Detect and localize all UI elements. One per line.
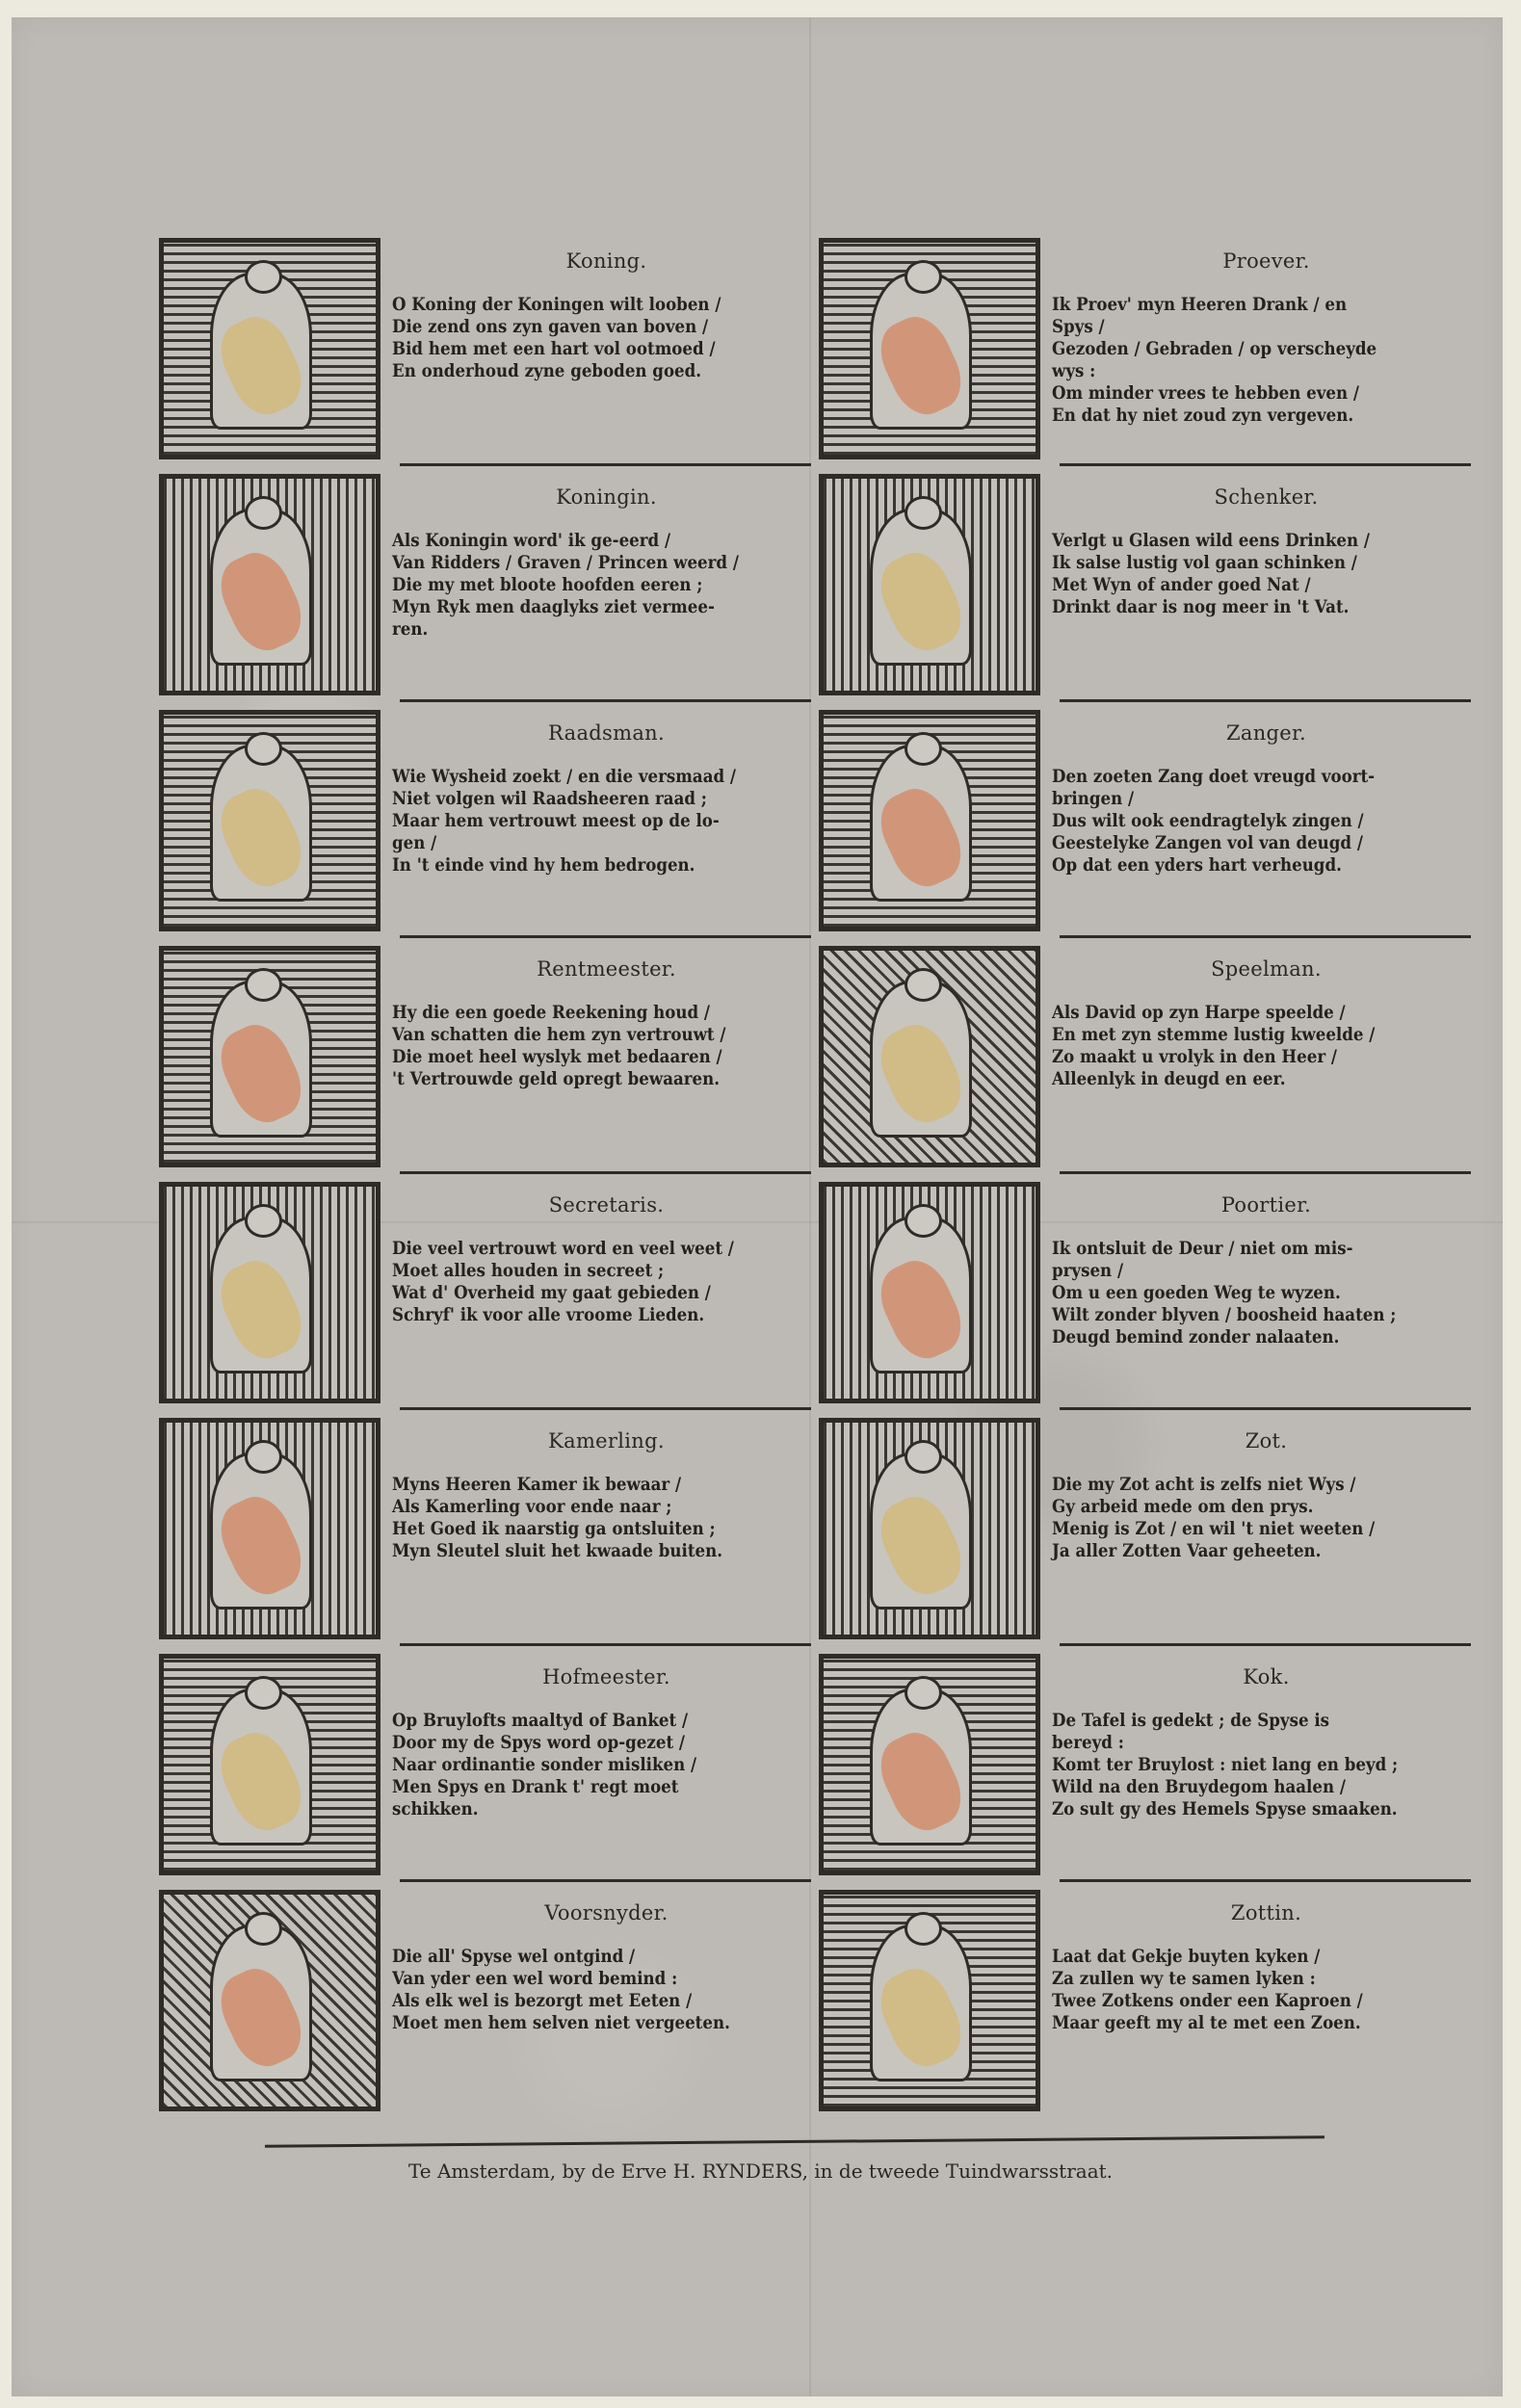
- figure-head: [905, 1676, 943, 1710]
- verse-title: Speelman.: [1211, 957, 1322, 981]
- figure-head: [905, 260, 943, 294]
- verse-text-block: [380, 234, 821, 470]
- separator-rule: [1060, 1643, 1471, 1646]
- separator-rule: [400, 1171, 811, 1174]
- separator-rule: [1060, 935, 1471, 938]
- woodcut-illustration: [819, 1182, 1040, 1403]
- verse-text-block: [380, 1650, 821, 1886]
- figure-head: [905, 1440, 943, 1474]
- separator-rule: [1060, 463, 1471, 466]
- separator-rule: [400, 463, 811, 466]
- verse-text-block: [1040, 706, 1481, 942]
- verse-text-block: [1040, 470, 1481, 706]
- separator-rule: [1060, 699, 1471, 702]
- figure-head: [245, 1912, 283, 1946]
- verse-entry: [159, 1650, 790, 1886]
- woodcut-illustration: [819, 1654, 1040, 1875]
- verse-text-block: [1040, 1886, 1481, 2122]
- figure-head: [245, 968, 283, 1002]
- figure-head: [905, 496, 943, 530]
- separator-rule: [400, 1407, 811, 1410]
- verse-body: De Tafel is gedekt ; de Spyse is bereyd : Komt ter Bruylost : niet lang en beyd ; Wild na den Bruydegom haalen / Zo sult gy des Hemels Spyse smaaken.: [1052, 1711, 1399, 1819]
- woodcut-illustration: [159, 710, 380, 931]
- verse-body: Als Koningin word' ik ge-eerd / Van Ridders / Graven / Princen weerd / Die my met bloote hoofden eeren ; Myn Ryk men daaglyks ziet vermee- ren.: [392, 531, 739, 640]
- verse-title: Schenker.: [1214, 485, 1319, 509]
- verse-body: Ik ontsluit de Deur / niet om mis- prysen / Om u een goeden Weg te wyzen. Wilt zonder blyven / boosheid haaten ; Deugd bemind zonder nalaaten.: [1052, 1239, 1397, 1348]
- separator-rule: [400, 1643, 811, 1646]
- woodcut-illustration: [819, 238, 1040, 459]
- figure-head: [245, 496, 283, 530]
- figure-head: [245, 1440, 283, 1474]
- verse-body: O Koning der Koningen wilt looben / Die zend ons zyn gaven van boven / Bid hem met een hart vol ootmoed / En onderhoud zyne geboden goed.: [392, 295, 721, 381]
- separator-rule: [400, 699, 811, 702]
- verse-body: Die veel vertrouwt word en veel weet / Moet alles houden in secreet ; Wat d' Overheid my gaat gebieden / Schryf' ik voor alle vroome Lieden.: [392, 1239, 734, 1325]
- verse-text-block: [1040, 234, 1481, 470]
- verse-body: Hy die een goede Reekening houd / Van schatten die hem zyn vertrouwt / Die moet heel wyslyk met bedaaren / 't Vertrouwde geld opregt bewaaren.: [392, 1003, 726, 1089]
- verse-entry: [819, 1178, 1450, 1414]
- verse-body: Op Bruylofts maaltyd of Banket / Door my de Spys word op-gezet / Naar ordinantie sonder misliken / Men Spys en Drank t' regt moet schikken.: [392, 1711, 697, 1819]
- verse-entry: [159, 1178, 790, 1414]
- verse-title: Koning.: [565, 249, 647, 273]
- woodcut-illustration: [159, 1182, 380, 1403]
- verse-text-block: [380, 1178, 821, 1414]
- figure-head: [245, 1676, 283, 1710]
- verse-text-block: [1040, 942, 1481, 1178]
- verse-title: Secretaris.: [548, 1193, 665, 1217]
- figure-head: [905, 1912, 943, 1946]
- verse-body: Myns Heeren Kamer ik bewaar / Als Kamerling voor ende naar ; Het Goed ik naarstig ga ontsluiten ; Myn Sleutel sluit het kwaade buiten.: [392, 1475, 723, 1561]
- verse-entry: [819, 942, 1450, 1178]
- verse-text-block: [1040, 1650, 1481, 1886]
- verse-entry: [159, 234, 790, 470]
- figure-head: [245, 1204, 283, 1238]
- verse-entry: [819, 234, 1450, 470]
- verse-body: Den zoeten Zang doet vreugd voort- bringen / Dus wilt ook eendragtelyk zingen / Geestelyke Zangen vol van deugd / Op dat een yders hart verheugd.: [1052, 767, 1376, 876]
- verse-text-block: [1040, 1414, 1481, 1650]
- verse-body: Ik Proev' myn Heeren Drank / en Spys / Gezoden / Gebraden / op verscheyde wys : Om minder vrees te hebben even / En dat hy niet zoud zyn vergeven.: [1052, 295, 1377, 426]
- figure-head: [905, 732, 943, 766]
- verse-text-block: [380, 1414, 821, 1650]
- verse-title: Zanger.: [1225, 721, 1306, 745]
- verse-title: Proever.: [1222, 249, 1310, 273]
- verse-body: Die my Zot acht is zelfs niet Wys / Gy arbeid mede om den prys. Menig is Zot / en wil 't niet weeten / Ja aller Zotten Vaar geheeten.: [1052, 1475, 1376, 1561]
- verse-body: Als David op zyn Harpe speelde / En met zyn stemme lustig kweelde / Zo maakt u vrolyk in den Heer / Alleenlyk in deugd en eer.: [1052, 1003, 1376, 1089]
- woodcut-illustration: [819, 1418, 1040, 1639]
- verse-text-block: [380, 942, 821, 1178]
- woodcut-illustration: [159, 1890, 380, 2111]
- verse-title: Raadsman.: [548, 721, 665, 745]
- separator-rule: [400, 935, 811, 938]
- verse-entry: [159, 1886, 790, 2122]
- separator-rule: [1060, 1879, 1471, 1882]
- verse-title: Voorsnyder.: [544, 1901, 669, 1924]
- verse-body: Die all' Spyse wel ontgind / Van yder een wel word bemind : Als elk wel is bezorgt met Eeten / Moet men hem selven niet vergeeten.: [392, 1947, 730, 2033]
- woodcut-illustration: [159, 946, 380, 1167]
- verse-title: Zottin.: [1230, 1901, 1302, 1924]
- verse-entry: [819, 1886, 1450, 2122]
- imprint-line: Te Amsterdam, by de Erve H. RYNDERS, in de tweede Tuindwarsstraat.: [407, 2159, 1114, 2183]
- woodcut-illustration: [819, 710, 1040, 931]
- woodcut-illustration: [819, 1890, 1040, 2111]
- verse-title: Kamerling.: [548, 1429, 665, 1453]
- verse-title: Poortier.: [1220, 1193, 1312, 1217]
- verse-entry: [819, 470, 1450, 706]
- separator-rule: [1060, 1407, 1471, 1410]
- verse-body: Laat dat Gekje buyten kyken / Za zullen wy te samen lyken : Twee Zotkens onder een Kaproen / Maar geeft my al te met een Zoen.: [1052, 1947, 1363, 2033]
- woodcut-illustration: [819, 946, 1040, 1167]
- verse-entry: [819, 1650, 1450, 1886]
- woodcut-illustration: [159, 1654, 380, 1875]
- separator-rule: [1060, 1171, 1471, 1174]
- woodcut-illustration: [819, 474, 1040, 695]
- woodcut-illustration: [159, 1418, 380, 1639]
- verse-text-block: [380, 470, 821, 706]
- verse-entry: [159, 470, 790, 706]
- verse-entry: [819, 706, 1450, 942]
- figure-head: [245, 260, 283, 294]
- verse-text-block: [380, 706, 821, 942]
- verse-title: Zot.: [1245, 1429, 1288, 1453]
- woodcut-illustration: [159, 474, 380, 695]
- figure-head: [905, 1204, 943, 1238]
- verse-entry: [159, 942, 790, 1178]
- verse-entry: [819, 1414, 1450, 1650]
- verse-title: Hofmeester.: [542, 1665, 670, 1688]
- verse-title: Kok.: [1243, 1665, 1290, 1688]
- verse-text-block: [380, 1886, 821, 2122]
- print-grid: [159, 234, 1469, 2122]
- verse-entry: [159, 706, 790, 942]
- verse-title: Koningin.: [556, 485, 657, 509]
- verse-body: Wie Wysheid zoekt / en die versmaad / Niet volgen wil Raadsheeren raad ; Maar hem vertrouwt meest op de lo- gen / In 't einde vind hy hem bedrogen.: [392, 767, 737, 876]
- figure-head: [905, 968, 943, 1002]
- separator-rule: [400, 1879, 811, 1882]
- woodcut-illustration: [159, 238, 380, 459]
- verse-body: Verlgt u Glasen wild eens Drinken / Ik salse lustig vol gaan schinken / Met Wyn of ander goed Nat / Drinkt daar is nog meer in 't Vat.: [1052, 531, 1370, 617]
- verse-title: Rentmeester.: [537, 957, 676, 981]
- verse-entry: [159, 1414, 790, 1650]
- figure-head: [245, 732, 283, 766]
- verse-text-block: [1040, 1178, 1481, 1414]
